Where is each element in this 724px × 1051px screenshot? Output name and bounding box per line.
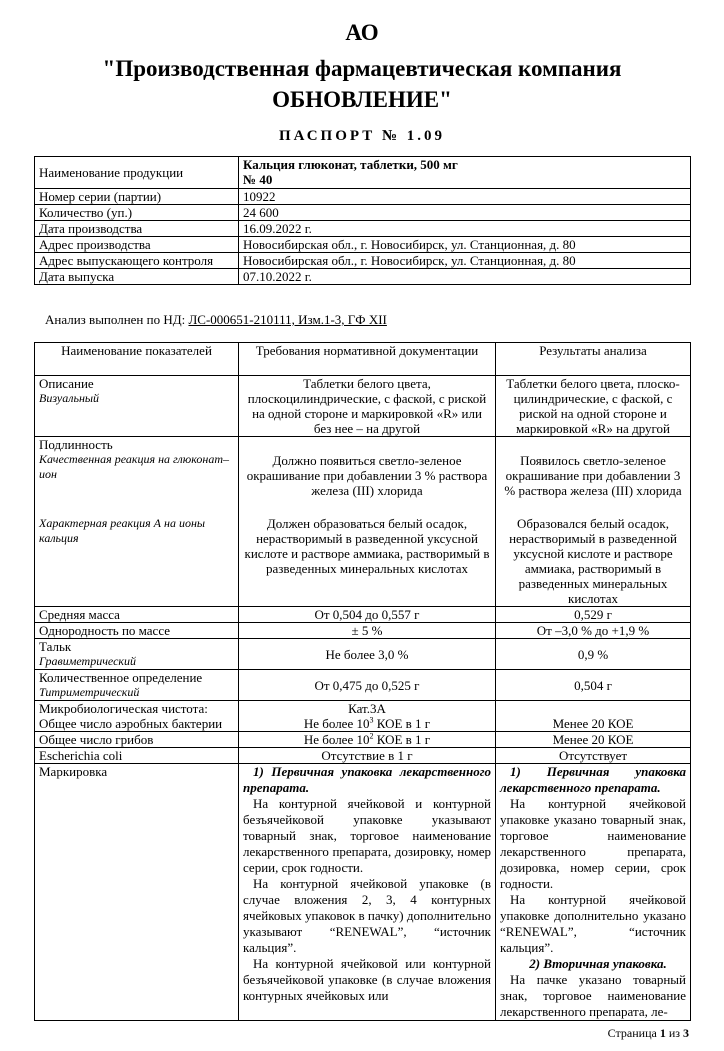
- info-label: Дата производства: [35, 221, 239, 237]
- info-label: Количество (уп.): [35, 205, 239, 221]
- analysis-table: [34, 342, 691, 1021]
- row-assay: Количественное определение Титриметрический: [35, 670, 239, 701]
- req-cell: Не более 3,0 %: [239, 639, 496, 670]
- res-cell: Менее 20 КОЕ: [496, 701, 691, 732]
- org-title-line2: "Производственная фармацевтическая компания: [102, 56, 622, 81]
- col-header: Наименование показателей: [35, 343, 239, 376]
- res-cell: Отсутствует: [496, 748, 691, 764]
- info-label: Адрес производства: [35, 237, 239, 253]
- info-value: 07.10.2022 г.: [239, 269, 691, 285]
- info-label: Номер серии (партии): [35, 189, 239, 205]
- row-talc: Тальк Гравиметрический: [35, 639, 239, 670]
- row-fungi: Общее число грибов: [35, 732, 239, 748]
- req-cell: Таблетки белого цвета, плоскоцилиндрические, с фаской, с риской на одной стороне и маркировкой «R» или без нее – на другой: [239, 376, 496, 437]
- req-cell: Должно появиться светло-зеленое окрашивание при добавлении 3 % раствора железа (III) хлорида Должен образоваться белый осадок, нерастворимый в разведенной уксусной кислоте и растворе аммиака, растворимый в разведенных минеральных кислотах: [239, 437, 496, 607]
- req-cell: ± 5 %: [239, 623, 496, 639]
- org-title-line1: АО: [345, 20, 379, 45]
- res-cell: 0,504 г: [496, 670, 691, 701]
- req-cell: От 0,475 до 0,525 г: [239, 670, 496, 701]
- col-header: Требования нормативной документации: [239, 343, 496, 376]
- info-label: Адрес выпускающего контроля: [35, 253, 239, 269]
- nd-reference: ЛС-000651-210111, Изм.1-3, ГФ XII: [188, 312, 387, 327]
- row-uniformity: Однородность по массе: [35, 623, 239, 639]
- info-value: Новосибирская обл., г. Новосибирск, ул. Станционная, д. 80: [239, 253, 691, 269]
- req-cell: Кат.3А Не более $10^3$ КОЕ в 1 г: [239, 701, 496, 732]
- col-header: Результаты анализа: [496, 343, 691, 376]
- row-mass: Средняя масса: [35, 607, 239, 623]
- info-value: 10922: [239, 189, 691, 205]
- product-info-table: [34, 156, 691, 285]
- info-label: Дата выпуска: [35, 269, 239, 285]
- row-marking: Маркировка: [35, 764, 239, 1021]
- row-description: Описание Визуальный: [35, 376, 239, 437]
- analysis-section: [34, 342, 691, 1051]
- res-cell: Менее 20 КОЕ: [496, 732, 691, 748]
- info-value: 16.09.2022 г.: [239, 221, 691, 237]
- res-cell: 1) Первичная упаковка лекарственного препарата. На контурной ячейковой упаковке указано товарный знак, торговое наименование лекарственного препарата, дозировка, номер серии, срок годности. На контурной ячейковой упаковке дополнительно указано “RENEWAL”, “источник кальция”. 2) Вторичная упаковка. На пачке указано товарный знак, торговое наименование лекарственного препарата, ле-: [496, 764, 691, 1021]
- row-ecoli: Escherichia coli: [35, 748, 239, 764]
- res-cell: 0,9 %: [496, 639, 691, 670]
- res-cell: Появилось светло-зеленое окрашивание при добавлении 3 % раствора железа (III) хлорида Образовался белый осадок, нерастворимый в разведенной уксусной кислоте и растворе аммиака, растворимый в разведенных минеральных кислотах: [496, 437, 691, 607]
- info-value: Новосибирская обл., г. Новосибирск, ул. Станционная, д. 80: [239, 237, 691, 253]
- row-identity: Подлинность Качественная реакция на глюконат–ион Характерная реакция А на ионы кальция: [35, 437, 239, 607]
- req-cell: 1) Первичная упаковка лекарственного препарата. На контурной ячейковой и контурной безъячейковой упаковке указывают товарный знак, торговое наименование лекарственного препарата, дозировку, номер серии, срок годности. На контурной ячейковой упаковке (в случае вложения 2, 3, 4 контурных ячейковых упаковок в пачку) дополнительно указывают “RENEWAL”, “источник кальция”. На контурной ячейковой или контурной безъячейковой упаковке (в случае вложения контурных ячейковых или: [239, 764, 496, 1021]
- res-cell: Таблетки белого цвета, плоско-цилиндрические, с фаской, с риской на одной стороне и маркировкой «R» на другой: [496, 376, 691, 437]
- req-cell: От 0,504 до 0,557 г: [239, 607, 496, 623]
- page-number: Страница 1 из 3: [607, 1026, 689, 1040]
- res-cell: От –3,0 % до +1,9 %: [496, 623, 691, 639]
- passport-number: ПАСПОРТ № 1.09: [278, 128, 446, 144]
- info-value: 24 600: [239, 205, 691, 221]
- req-cell: Отсутствие в 1 г: [239, 748, 496, 764]
- row-micro: Микробиологическая чистота: Общее число аэробных бактерии: [35, 701, 239, 732]
- res-cell: 0,529 г: [496, 607, 691, 623]
- info-label: Наименование продукции: [35, 157, 239, 189]
- analysis-basis: Анализ выполнен по НД: ЛС-000651-210111, Изм.1-3, ГФ XII: [45, 312, 387, 327]
- req-cell: Не более $10^2$ КОЕ в 1 г: [239, 732, 496, 748]
- org-title-line3: ОБНОВЛЕНИЕ": [272, 87, 452, 112]
- info-value: Кальция глюконат, таблетки, 500 мг № 40: [239, 157, 691, 189]
